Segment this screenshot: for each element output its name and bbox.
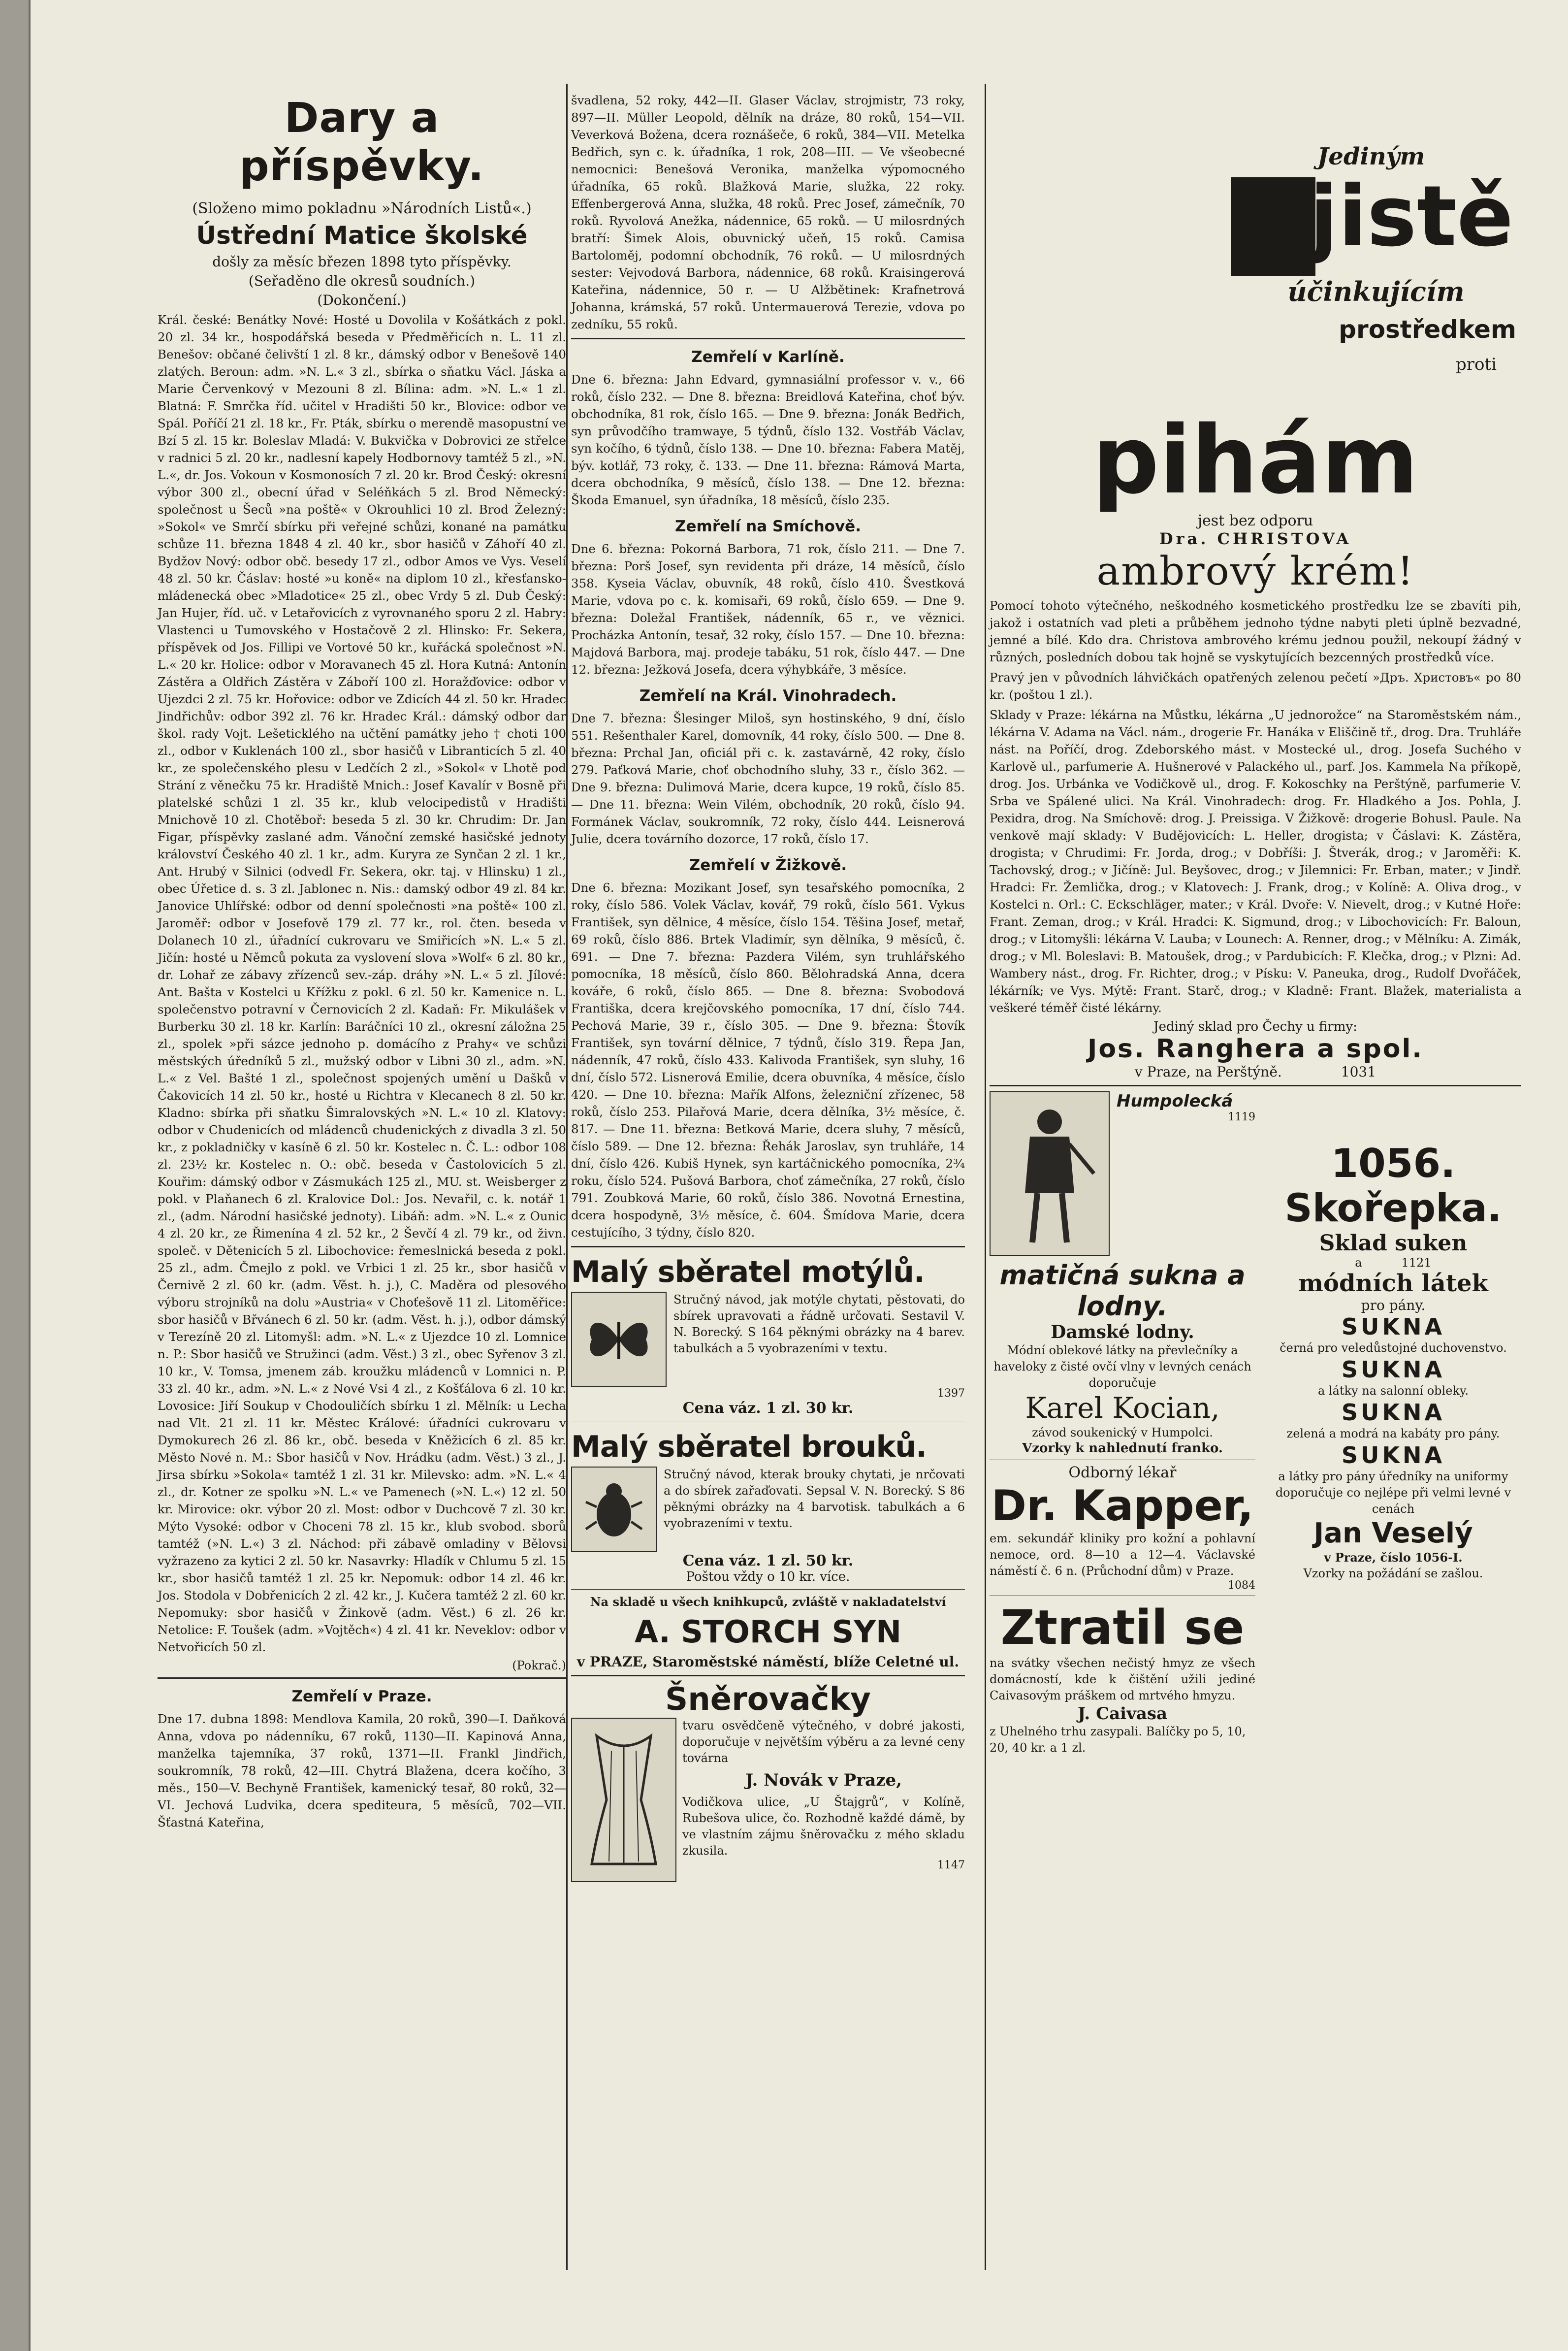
ad-snerovacky (571, 1681, 965, 1882)
num-1056: 1056. (1331, 1141, 1456, 1186)
prostredkem-text: prostředkem (1339, 315, 1516, 344)
postou-line: Poštou vždy o 10 kr. více. (686, 1569, 850, 1584)
scan-left-edge (0, 0, 31, 2351)
snerovacky-text: tvaru osvědčeně výtečného, v dobré jakosti, doporučuje v největším výběru a za levné ceny továrna (682, 1719, 965, 1765)
caivasa-address: z Uhelného trhu zasypali. Balíčky po 5, 10, 20, 40 kr. a 1 zl. (990, 1725, 1246, 1755)
zizkov-heading: Zemřelí v Žižkově. (689, 856, 847, 874)
beetle-icon (582, 1477, 646, 1541)
motyl-title: Malý sběratel motýlů. (571, 1255, 925, 1289)
ranghera-address: v Praze, na Perštýně. (1134, 1064, 1282, 1080)
donations-title: Dary a příspěvky. (239, 94, 484, 190)
corset-illustration (571, 1718, 676, 1882)
butterfly-illustration (571, 1292, 667, 1387)
deaths-top: švadlena, 52 roky, 442—II. Glaser Václav, strojmistr, 73 roky, 897—II. Müller Leopold, dělník na dráze, 80 roků, 154—VII. Veverková Božena, dcera roznášeče, 6 roků, 384—VII. Metelka Bedřich, syn c. k. úřadníka, 1 rok, 208—III. — Ve všeobecné nemocnici: Benešová Veronika, manželka výpomocného úřadníka, 65 roků. Blažková Marie, služka, 22 roky. Effenbergerová Anna, služka, 48 roků. Prec Josef, zámečník, 70 roků. Ryvolová Anežka, nádennice, 65 roků. — U milosrdných bratří: Šimek Alois, obuvnický učeň, 15 roků. Camisa Bartoloměj, podomní obchodník, 76 roků. — U milosrdných sester: Vejvodová Barbora, nádennice, 68 roků. Kraisingerová Kateřina, nádennice, 50 r. — U Alžbětinek: Krafnetrová Johanna, krámská, 57 roků. Untermauerová Terezie, vdova po zedníku, 55 roků. (571, 93, 965, 331)
damske-lodny: Damské lodny. (1051, 1322, 1194, 1342)
dra-christova: Dra. CHRISTOVA (1159, 529, 1352, 548)
dokonceni-line: (Dokončení.) (317, 292, 407, 308)
pro-pany: pro pány. (1361, 1297, 1426, 1313)
sukna-4: SUKNA (1341, 1442, 1445, 1469)
col3-lower-left (990, 1091, 1255, 1756)
jediny-sklad: Jediný sklad pro Čechy u firmy: (1153, 1019, 1357, 1034)
col3-lower (990, 1091, 1521, 1756)
sukna-1-text: černá pro veledůstojné duchovenstvo. (1280, 1341, 1507, 1355)
sklad-line: Na skladě u všech knihkupců, zvláště v nakladatelství (590, 1595, 946, 1609)
sklady-text: Sklady v Praze: lékárna na Můstku, lékárna „U jednorožce“ na Staroměstském nám., lékárna V. Adama na Václ. nám., drogerie Fr. Hanáka v Eliščině tř., drog. Dra. Truhláře nást. na Poříčí, drog. Zdeborského mást. v Mostecké ul., drog. Josefa Suchého v Karlově ul., parfumerie A. Hušnerové v Palackého ul., parf. Jos. Kammela Na příkopě, drog. Jos. Urbánka ve Vodičkově ul., drog. F. Kokoschky na Perštýně, parfumerie V. Srba ve Spálené ulici. Na Král. Vinohradech: drog. Fr. Hladkého a Jos. Pohla, J. Pexidra, drog. Na Smíchově: drog. J. Preissiga. V Žižkově: drogerie Bohusl. Paule. Na venkově mají sklady: V Budějovicích: L. Heller, drogista; v Čáslavi: K. Zástěra, drogista; v Chrudimi: Fr. Jorda, drog.; v Dobříši: J. Štverák, drog.; v Jaroměři: K. Tachovský, drog.; v Jičíně: Jul. Beyšovec, drog.; v Jilemnici: Fr. Erban, mater.; v Jindř. Hradci: Fr. Žemlička, drog.; v Klatovech: J. Frank, drog.; v Kolíně: A. Oliva drog., v Kostelci n. Orl.: C. Eckschläger, mater.; v Král. Dvoře: V. Nievelt, drog.; v Kutné Hoře: Frant. Zeman, drog.; v Král. Hradci: K. Sigmund, drog.; v Libochovicích: Fr. Baloun, drog.; v Litomyšli: lékárna V. Lauba; v Lounech: A. Renner, drog.; v Mělníku: A. Zimák, drog.; v Ml. Boleslavi: B. Matoušek, drog.; v Pardubicích: F. Klečka, drog.; v Plzni: Ad. Wambery nást., drog. Fr. Richter, drog.; v Písku: V. Paneuka, drog., Rudolf Dvořáček, lékárník; ve Vys. Mýtě: Frant. Starč, drog.; v Kladně: Frant. Blažek, materialista a veškeré téměř čisté lékárny. (990, 708, 1521, 1015)
figure-illustration (990, 1091, 1110, 1256)
serazeno-line: (Seřaděno dle okresů soudních.) (248, 273, 476, 289)
ztratil-se: Ztratil se (1000, 1600, 1245, 1655)
dosly-line: došly za měsíc březen 1898 tyto příspěvky. (212, 254, 512, 270)
skorepka-name: Skořepka. (1284, 1186, 1502, 1231)
odborny-lekar: Odborný lékař (1068, 1464, 1177, 1481)
brouk-price: Cena váz. 1 zl. 50 kr. (682, 1552, 854, 1569)
kapper-text: em. sekundář kliniky pro kožní a pohlavní nemoce, ord. 8—10 a 12—4. Václavské náměstí č. 6 n. (Průchodní dům) v Praze. (990, 1532, 1255, 1578)
karlin-body: Dne 6. března: Jahn Edvard, gymnasiální professor v. v., 66 roků, číslo 232. — Dne 8. března: Breidlová Kateřina, choť býv. obchodníka, 81 rok, číslo 165. — Dne 9. března: Jonák Bedřich, syn průvodčího tramwaye, 5 týdnů, číslo 132. Vostřáb Václav, syn kočího, 6 týdnů, číslo 138. — Dne 10. března: Fabera Matěj, býv. kotlář, 73 roky, č. 133. — Dne 11. března: Rámová Marta, dcera obchodníka, 9 měsíců, číslo 138. — Dne 12. března: Škoda Emanuel, syn úřadníka, 18 měsíců, číslo 235. (571, 372, 965, 507)
humpolecka-number: 1119 (1228, 1111, 1255, 1123)
sukna-4-text: a látky pro pány úředníky na uniformy (1278, 1469, 1508, 1483)
smichov-heading: Zemřelí na Smíchově. (675, 518, 861, 535)
divider (571, 1675, 965, 1676)
ucinkujicim-text: účinkujícím (1287, 276, 1465, 307)
pokracovani: (Pokrač.) (512, 1659, 566, 1672)
zizkov-body: Dne 6. března: Mozikant Josef, syn tesařského pomocníka, 2 roky, číslo 586. Volek Václav, kovář, 79 roků, číslo 561. Vykus František, syn dělnice, 4 měsíce, číslo 154. Těšina Josef, metař, 69 roků, číslo 886. Brtek Vladimír, syn dělníka, 9 měsíců, č. 691. — Dne 7. března: Pazdera Vilém, syn truhlářského pomocníka, 18 měsíců, číslo 860. Bělohradská Anna, dcera kováře, 6 roků, číslo 865. — Dne 8. března: Svobodová Františka, dcera krejčovského pomocníka, 17 dní, číslo 744. Pechová Marie, 39 r., číslo 305. — Dne 9. března: Štovík František, syn tovární dělnice, 7 týdnů, číslo 319. Řepa Jan, nádenník, 47 roků, číslo 433. Kalivoda František, syn sluhy, 16 dní, číslo 572. Lisnerová Emilie, dcera obuvníka, 4 měsíce, číslo 420. — Dne 10. března: Mařík Alfons, železniční zřízenec, 58 roků, číslo 253. Pilařová Marie, dcera dělníka, 3½ měsíce, č. 817. — Dne 11. března: Betková Marie, dcera sluhy, 7 měsíců, číslo 589. — Dne 12. března: Řehák Jaroslav, syn truhláře, 14 dní, číslo 426. Kubiš Hynek, syn kartáčnického pomocníka, 2¾ roku, číslo 524. Pušová Barbora, choť zámečníka, 27 roků, číslo 791. Zoubková Marie, 60 roků, číslo 386. Novotná Ernestina, dcera hospodyně, 3½ měsíce, č. 604. Šmídova Marie, dcera cestujícího, 3 týdny, číslo 820. (571, 881, 965, 1240)
ad-christov (990, 79, 1521, 433)
ad-brouk (571, 1427, 965, 1584)
proti-text: proti (1455, 355, 1497, 374)
vesely-address: v Praze, číslo 1056-I. (1324, 1550, 1463, 1565)
piham-text: pihám (1092, 406, 1419, 515)
vzorky-franko: Vzorky k nahlednutí franko. (1022, 1441, 1223, 1456)
smichov-body: Dne 6. března: Pokorná Barbora, 71 rok, číslo 211. — Dne 7. března: Porš Josef, syn revidenta při dráze, 14 měsíců, číslo 358. Kyseia Václav, obuvník, 48 roků, číslo 410. Švestková Marie, vdova po c. k. komisaři, 69 roků, číslo 659. — Dne 9. března: Doležal František, nádenník, 65 r., ve věznici. Procházka Antonín, tesař, 32 roky, číslo 157. — Dne 10. března: Majdová Barbora, maj. prodeje tabáku, 51 rok, číslo 447. — Dne 12. března: Ježková Josefa, dcera výhybkáře, 3 měsíce. (571, 542, 965, 677)
kocian-text: závod soukenický v Humpolci. (1032, 1426, 1213, 1439)
jiste-text: jistě (1310, 168, 1514, 265)
karlin-heading: Zemřelí v Karlíně. (691, 348, 845, 366)
zemreli-praha-body: Dne 17. dubna 1898: Mendlova Kamila, 20 roků, 390—I. Daňková Anna, vdova po nádenníku, 67 roků, 1130—II. Kapinová Anna, manželka tajemníka, 37 roků, 1371—II. Frankl Jindřich, soukromník, 78 roků, 42—III. Chytrá Blažena, dcera kočího, 3 měs., 150—V. Bechyně František, kamenický tesař, 80 roků, 32—VI. Jechová Ludvika, dcera spediteura, 5 měsíců, 702—VII. Šťastná Kateřina, (158, 1712, 566, 1829)
sklad-a: a (1355, 1256, 1362, 1270)
col3-lower-right (1265, 1091, 1521, 1756)
kocian-name: Karel Kocian, (1025, 1391, 1220, 1425)
donations-subtitle: (Složeno mimo pokladnu »Národních Listů«.) (192, 200, 532, 217)
matice-heading: Ústřední Matice školské (196, 221, 528, 250)
beetle-illustration (571, 1467, 657, 1552)
storch-address: v PRAZE, Staroměstské náměstí, blíže Celetné ul. (576, 1654, 960, 1670)
corset-icon (582, 1726, 666, 1874)
column-rule-1 (566, 84, 568, 2270)
novak-number: 1147 (937, 1859, 965, 1871)
sukna-3: SUKNA (1341, 1399, 1445, 1426)
brouk-text: Stručný návod, kterak brouky chytati, je nrčovati a do sbírek zařaďovati. Sepsal V. N. Borecký. S 86 pěknými obrázky na 4 barvotisk. tabulkách a 6 vyobrazeními v textu. (664, 1468, 965, 1530)
vinohrady-heading: Zemřelí na Král. Vinohradech. (639, 687, 897, 705)
divider (158, 1677, 566, 1679)
sukna-3-text: zelená a modrá na kabáty pro pány. (1286, 1427, 1500, 1440)
vesely-name: Jan Veselý (1313, 1517, 1473, 1549)
column-donations (158, 74, 566, 1834)
modnich-latek: módních látek (1298, 1270, 1488, 1297)
motyl-number: 1397 (937, 1387, 965, 1400)
ambrovy-text: Pomocí tohoto výtečného, neškodného kosmetického prostředku lze se zbavíti pih, jakož i ostatních vad pleti a průběhem jednoho týdne nabyti pleti úplně bezvadné, jemné a bílé. Kdo dra. Christova ambrového krému jednou použil, nekoupí žádný v různých, posledních dobou tak hojně se vyskytujících bezcenných prostředků více. (990, 598, 1521, 664)
caivasa-name: J. Caivasa (1077, 1704, 1168, 1724)
pravy-text: Pravý jen v původních láhvičkách opatřených zelenou pečetí »Дръ. Христовъ« po 80 kr. (poštou 1 zl.). (990, 670, 1521, 702)
divider (571, 1589, 965, 1590)
zemreli-praha-heading: Zemřelí v Praze. (291, 1688, 432, 1705)
donations-body: Král. české: Benátky Nové: Hosté u Dovolila v Košátkách z pokl. 20 zl. 34 kr., hospodářská beseda v Předměřicích n. L. 11 zl. Benešov: občané čelivští 1 zl. 8 kr., dámský odbor v Benešově 140 zlatých. Beroun: adm. »N. L.« 3 zl., sbírka o sňatku Václ. Jáska a Marie Červenkový v Mezouni 8 zl. Bílina: adm. »N. L.« 1 zl. Blatná: F. Smrčka říd. učitel v Hradišti 50 kr., Blovice: odbor ve Spál. Poříčí 21 zl. 18 kr., Fr. Pták, sbírku o merendě masopustní ve Bzí 5 zl. 15 kr. Boleslav Mladá: V. Bukvička v Dobrovici ze střelce v radnici 5 zl. 20 kr., nadlesní kapely Hodbornovy tamtéž 5 zl., »N. L.«, dr. Jos. Vokoun v Kosmonosích 7 zl. 20 kr. Brod Český: okresní výbor 300 zl., obecní úřad v Seléňkách 5 zl. Brod Německý: společnost u Šeců »na poště« v Okrouhlici 10 zl. Brod Železný: »Sokol« ve Smrčí sbírku při veřejné schůzi, konané na památku schůze 11. března 1848 4 zl. 40 kr., sbor hasičů v Záhoří 40 zl. Bydžov Nový: odbor obč. besedy 17 zl., odbor Amos ve Vys. Veselí 48 zl. 50 kr. Čáslav: hosté »u koně« na diplom 10 zl., křesťansko-mládenecká obec »Mladotice« 25 zl., obec Vrdy 5 zl. Dub Český: Jan Hujer, říd. uč. v Letařovicích z vyrovnaného sporu 2 zl. Habry: Vlastenci u Tumovského v Hostačově 2 zl. Hlinsko: Fr. Sekera, příspěvek od Jos. Fillipi ve Vortové 50 kr., kuřácká společnost »N. L.« 20 kr. Holice: odbor v Moravanech 45 zl. Hora Kutná: Antonín Zástěra a Oldřich Zástěra v Záboří 100 zl. Horažďovice: odbor v Ujezdci 2 zl. 75 kr. Hořovice: odbor ve Zdicích 44 zl. 50 kr. Hradec Jindřichův: odbor 392 zl. 76 kr. Hradec Král.: dámský odbor dar škol. rady Vojt. Lešeticklého na učtění památky jeho † choti 100 zl., odbor v Kuklenách 100 zl., sbor hasičů v Libranticích 5 zl. 40 kr., ze společenského plesu v Ledčích 2 zl., »Sokol« v Lhotě pod Strání z věnečku 75 kr. Hradiště Mnich.: Josef Kavalír v Bosně při platelské schůzi 1 zl. 35 kr., klub velocipedistů v Hradišti Mnichově 10 zl. Chotěboř: beseda 5 zl. 30 kr. Chrudim: Dr. Jan Figar, příspěvky zaslané adm. Vánoční zemské hasičské jednoty království Českého 40 zl. 1 kr., adm. Kuryra ze Synčan 2 zl. 1 kr., Ant. Hrubý v Silnici (odvedl Fr. Sekera, okr. taj. v Hlinsku) 1 zl., obec Úřetice d. s. 3 zl. Jablonec n. Nis.: damský odbor 49 zl. 84 kr. Janovice Uhlířské: odbor od denní společnosti »na poště« 100 zl. Jaroměř: odbor v Josefově 179 zl. 77 kr., rol. čten. beseda v Dolanech 10 zl., úřadnící cukrovaru ve Smiřicích »N. L.« 5 zl. Jičín: hosté u Němců pokuta za vyslovení slova »Wolf« 6 zl. 80 kr., dr. Lohař ze zábavy zřízenců sev.-záp. dráhy »N. L.« 5 zl. Jílové: Ant. Bašta v Kostelci u Křížku z pokl. 6 zl. 50 kr. Kamenice n. L. společenstvo potravní v Černovicích 2 zl. Kadaň: Fr. Mikulášek v Burberku 30 zl. 18 kr. Karlín: Baráčníci 10 zl., okresní záložna 25 zl., spolek »při sázce jednoho p. domácího z Prahy« ve schůzi městských úředníků 5 zl., mužský odbor v Libni 30 zl., adm. »N. L.« z Vel. Bašté 1 zl., společnost spojených umění u Dašků v Čakovicích 14 zl. 50 kr., hosté u Richtra v Klecanech 8 zl. 50 kr. Kladno: sbírka při sňatku Šimralovských »N. L.« 10 zl. Klatovy: odbor v Chudenicích od mládenců chudenických z divadla 3 zl. 50 kr., z pokladničky v kasíně 6 zl. 50 kr. Kostelec n. Č. L.: odbor 108 zl. 23½ kr. Kostelec n. O.: obč. beseda v Častolovicích 5 zl. Kouřim: dámský odbor v Zásmukách 125 zl., MU. st. Weisberger z pokl. v Plaňanech 6 zl. Kralovice Dol.: Jos. Nevařil, c. k. notář 1 zl., (adm. Národní hasičské jednoty). Libáň: adm. »N. L.« z Ounic 4 zl. 20 kr., ze Řimenína 4 zl. 52 kr., 2 Ševčí 4 zl. 79 kr., od živn. společ. v Dětenicích 5 zl. Libochovice: řemeslnická beseda z pokl. 25 zl., adm. Čmejlo z pokl. ve Vrbici 1 zl. 25 kr., sbor hasičů v Černivě 2 zl. 60 kr. (adm. Věst. h. j.), C. Maděra od plesového výboru strojníků na dolu »Austria« v Choťešově 11 zl. Litoměřice: sbor hasičů v Břvánech 6 zl. 50 kr. (adm. Věst. h. j.), odbor dámský v Terezíně 20 zl. Litomyšl: adm. »N. L.« z Ujezdce 10 zl. Lomnice n. P.: Sbor hasičů ve Stružinci (adm. Věst.) 3 zl., obec Syřenov 3 zl. 10 kr., V. Tomsa, jmenem záb. kroužku mládenců v Lomnici n. P. 33 zl. 40 kr., adm. »N. L.« z Nové Vsi 4 zl., z Košťálova 6 zl. 10 kr. Lovosice: Jiří Soukup v Chodouličích sbírku 1 zl. Mělník: u Lecha nad Vlt. 21 zl. 11 kr. Městec Králové: úřadníci cukrovaru v Dymokurech 26 zl. 86 kr., obč. beseda v Kněžicích 6 zl. 85 kr. Město Nové n. M.: Sbor hasičů v Nov. Hrádku (adm. Věst.) 3 zl., J. Jirsa sbírku »Sokola« tamtéž 1 zl. 31 kr. Milevsko: adm. »N. L.« 4 zl., dr. Kotner ze spolku »N. L.« ve Pamenech (»N. L.«) 12 zl. 50 kr. Mirovice: okr. výbor 20 zl. Most: odbor v Duchcově 7 zl. 30 kr. Mýto Vysoké: odbor v Choceni 78 zl. 15 kr., klub svobod. sborů tamtéž (»N. L.«) 3 zl. Náchod: při zábavě omladiny v Bělovsi vyžrazeno za kytici 2 zl. 50 kr. Nasavrky: Hladík v Chlumu 5 zl. 15 kr., sbor hasičů tamtéž 1 zl. 25 kr. Nepomuk: odbor 14 zl. 46 kr. Jos. Stodola v Dobřenicích 2 zl. 42 kr., J. Kučera tamtéž 2 zl. 60 kr. Nepomuky: sbor hasičů v Žinkově (adm. Věst.) 6 zl. 26 kr. Netolice: F. Toušek (adm. »Vojtěch«) 4 zl. 41 kr. Neveklov: odbor v Netvořicích 50 zl. (158, 313, 566, 1654)
kapper-name: Dr. Kapper, (991, 1481, 1254, 1531)
column-deaths (571, 89, 965, 1887)
novak-text: Vodičkova ulice, „U Štajgrů“, v Kolíně, Rubešova ulice, čo. Rozhodně každé dámě, by ve vlastním zájmu šněrovačku z mého skladu zkusila. (682, 1795, 965, 1858)
motyl-text: Stručný návod, jak motýle chytati, pěstovati, do sbírek upravovati a řádně určovati. Sestavil V. N. Borecký. S 164 pěknými obrázky na 4 barev. tabulkách a 5 vyobrazeními v textu. (673, 1293, 965, 1355)
damske-text: Módní oblekové látky na převlečníky a haveloky z čisté ovčí vlny v levných cenách doporučuje (993, 1343, 1251, 1390)
motyl-price: Cena váz. 1 zl. 30 kr. (682, 1400, 854, 1417)
sklad-suken: Sklad suken (1319, 1231, 1468, 1256)
sukna-2: SUKNA (1341, 1356, 1445, 1383)
jedinym-text: Jediným (1317, 143, 1425, 170)
man-figure-icon (1000, 1100, 1099, 1247)
divider (571, 1246, 965, 1247)
doporucuje-text: doporučuje co nejlépe při velmi levné v cenách (1275, 1486, 1511, 1516)
ranghera-number: 1031 (1341, 1064, 1376, 1080)
storch-name: A. STORCH SYN (634, 1614, 902, 1650)
ad-motyl (571, 1252, 965, 1417)
butterfly-icon (582, 1303, 656, 1376)
divider (990, 1085, 1521, 1086)
column-ads (990, 74, 1521, 1756)
snerovacky-title: Šněrovačky (665, 1681, 871, 1718)
vzorky-pozadani: Vzorky na požádání se zašlou. (1303, 1567, 1483, 1580)
ztratil-text: na svátky všechen nečistý hmyz ze všech domácností, kde k čištění užili jediné Caivasovým práškem od mrtvého hmyzu. (990, 1656, 1255, 1702)
novak-name: J. Novák v Praze, (745, 1770, 902, 1790)
ranghera-name: Jos. Ranghera a spol. (1087, 1034, 1424, 1064)
sklad-number: 1121 (1401, 1256, 1432, 1270)
divider (571, 338, 965, 339)
sklad-row (1265, 1256, 1521, 1270)
christov-badge (1231, 177, 1315, 276)
bez-odporu-text: jest bez odporu (1197, 512, 1313, 529)
brouk-title: Malý sběratel brouků. (571, 1430, 927, 1464)
ranghera-row (990, 1064, 1521, 1080)
maticna-sukna: matičná sukna a lodny. (999, 1260, 1246, 1322)
sukna-2-text: a látky na salonní obleky. (1318, 1384, 1469, 1398)
sukna-1: SUKNA (1341, 1313, 1445, 1340)
kapper-number: 1084 (1228, 1579, 1255, 1592)
column-rule-2 (985, 84, 986, 2270)
vinohrady-body: Dne 7. března: Šlesinger Miloš, syn hostinského, 9 dní, číslo 551. Rešenthaler Karel, domovník, 44 roky, číslo 500. — Dne 8. března: Prchal Jan, oficiál při c. k. zastavárně, 42 roky, číslo 279. Paťková Marie, choť obchodního sluhy, 33 r., číslo 362. — Dne 9. března: Dulimová Marie, dcera kupce, 19 roků, číslo 85. — Dne 11. března: Wein Vilém, obchodník, 20 roků, číslo 94. Formánek Václav, soukromník, 72 roky, číslo 444. Leisnerová Julie, dcera továrního dozorce, 17 roků, číslo 17. (571, 711, 965, 846)
ambrovy-krem: ambrový krém! (1096, 548, 1414, 594)
humpolecka-text: Humpolecká (1117, 1091, 1233, 1111)
